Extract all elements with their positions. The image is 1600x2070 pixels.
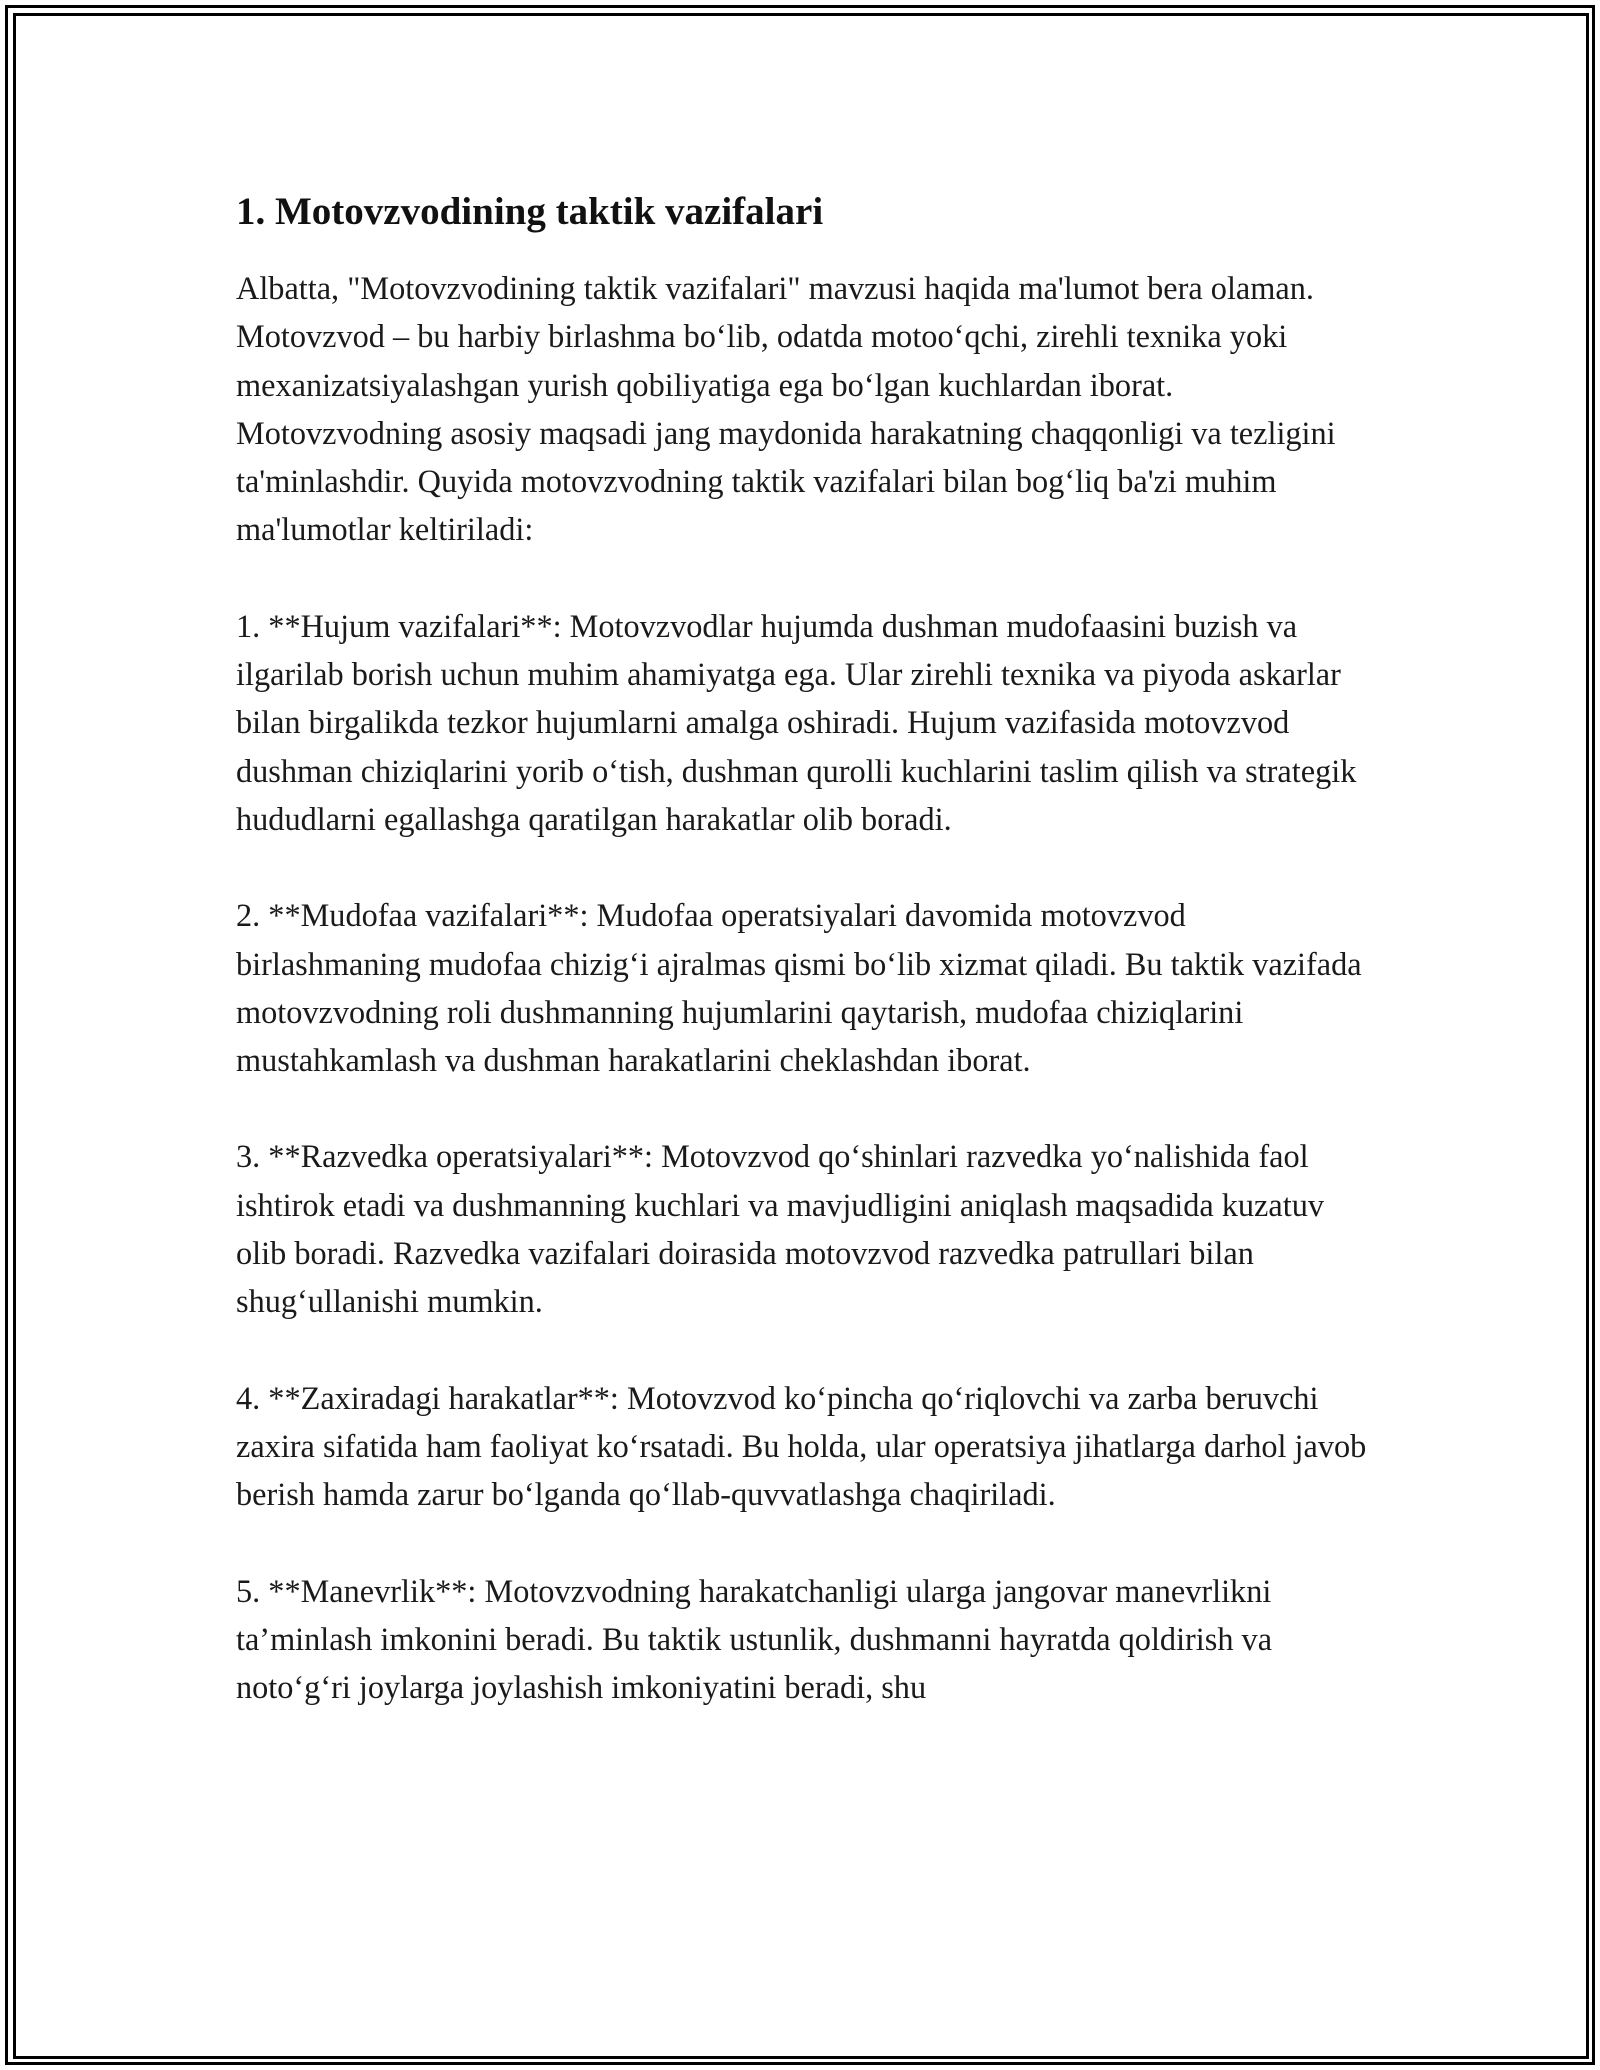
paragraph-attack-tasks: 1. **Hujum vazifalari**: Motovzvodlar hujumda dushman mudofaasini buzish va ilgarilab borish uchun muhim ahamiyatga ega. Ular zirehli texnika va piyoda askarlar bilan birgalikda tezkor hujumlarni amalga oshiradi. Hujum vazifasida motovzvod dushman chiziqlarini yorib o‘tish, dushman qurolli kuchlarini taslim qilish va strategik hududlarni egallashga qaratilgan harakatlar olib boradi. — [236, 607, 1357, 837]
paragraph-reserve-actions: 4. **Zaxiradagi harakatlar**: Motovzvod ko‘pincha qo‘riqlovchi va zarba beruvchi zaxira sifatida ham faoliyat ko‘rsatadi. Bu holda, ular operatsiya jihatlarga darhol javob berish hamda zarur bo‘lganda qo‘llab-quvvatlashga chaqiriladi. — [236, 1379, 1367, 1513]
intro-paragraph: Albatta, "Motovzvodining taktik vazifalari" mavzusi haqida ma'lumot bera olaman. Motovzvod – bu harbiy birlashma bo‘lib, odatda motoo‘qchi, zirehli texnika yoki mexanizatsiyalashgan yurish qobiliyatiga ega bo‘lgan kuchlardan iborat. Motovzvodning asosiy maqsadi jang maydonida harakatning chaqqonligi va tezligini ta'minlashdir. Quyida motovzvodning taktik vazifalari bilan bog‘liq ba'zi muhim ma'lumotlar keltiriladi: — [236, 270, 1336, 548]
document-body — [236, 186, 1376, 1711]
paragraph-reconnaissance: 3. **Razvedka operatsiyalari**: Motovzvod qo‘shinlari razvedka yo‘nalishida faol ishtirok etadi va dushmanning kuchlari va mavjudligini aniqlash maqsadida kuzatuv olib boradi. Razvedka vazifalari doirasida motovzvod razvedka patrullari bilan shug‘ullanishi mumkin. — [236, 1138, 1324, 1320]
section-heading: 1. Motovzvodining taktik vazifalari — [236, 190, 824, 233]
paragraph-maneuverability: 5. **Manevrlik**: Motovzvodning harakatchanligi ularga jangovar manevrlikni ta’minlash imkonini beradi. Bu taktik ustunlik, dushmanni hayratda qoldirish va noto‘g‘ri joylarga joylashish imkoniyatini beradi, shu — [236, 1572, 1273, 1706]
paragraph-defense-tasks: 2. **Mudofaa vazifalari**: Mudofaa operatsiyalari davomida motovzvod birlashmaning mudofaa chizig‘i ajralmas qismi bo‘lib xizmat qiladi. Bu taktik vazifada motovzvodning roli dushmanning hujumlarini qaytarish, mudofaa chiziqlarini mustahkamlash va dushman harakatlarini cheklashdan iborat. — [236, 897, 1362, 1079]
